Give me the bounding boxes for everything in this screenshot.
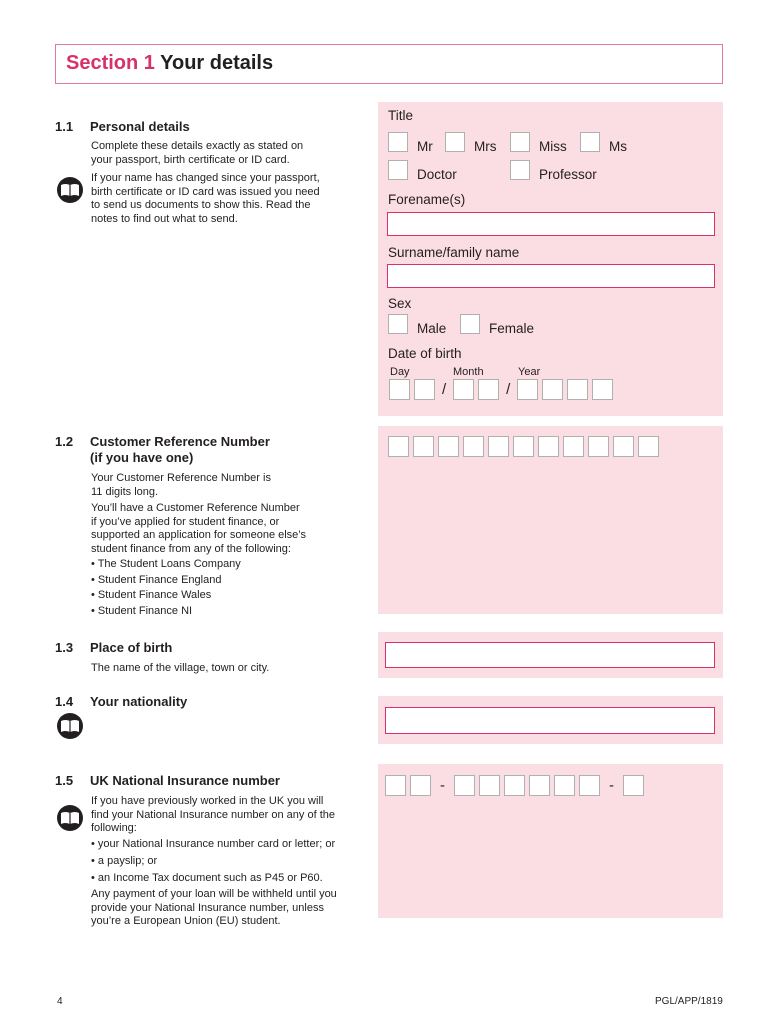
title-mr-checkbox[interactable] <box>388 132 408 152</box>
q12-eligibility: You’ll have a Customer Reference Number if you’ve applied for student finance, or supported an application for someone else’s student finance from any of the following: <box>91 502 307 555</box>
q11-instructions: Complete these details exactly as stated on your passport, birth certificate or ID card. <box>91 140 304 166</box>
q14-title: Your nationality <box>90 694 188 709</box>
ni-digit[interactable] <box>529 775 550 796</box>
ni-separator: - <box>609 777 614 794</box>
dob-year-digit[interactable] <box>542 379 563 400</box>
dob-year-label: Year <box>518 366 541 378</box>
forename-input[interactable] <box>387 212 715 236</box>
dob-separator: / <box>442 381 447 398</box>
section-title: Your details <box>160 52 274 74</box>
crn-digit[interactable] <box>438 436 459 457</box>
book-icon <box>57 805 83 831</box>
q15-bullet-card: • your National Insurance number card or letter; or <box>91 838 336 850</box>
q12-title: Customer Reference Number (if you have one) <box>90 434 270 465</box>
list-item: • Student Finance Wales <box>91 589 212 601</box>
list-item: • Student Finance England <box>91 573 222 586</box>
ni-digit[interactable] <box>579 775 600 796</box>
crn-digit[interactable] <box>638 436 659 457</box>
place-of-birth-input[interactable] <box>385 642 715 668</box>
dob-separator: / <box>506 381 511 398</box>
ni-letter[interactable] <box>385 775 406 796</box>
ni-letter[interactable] <box>410 775 431 796</box>
dob-month-digit[interactable] <box>478 379 499 400</box>
title-label: Title <box>388 108 414 123</box>
dob-input <box>389 379 613 400</box>
q12-description: Your Customer Reference Number is 11 digits long. <box>91 472 271 498</box>
title-mrs-checkbox[interactable] <box>445 132 465 152</box>
crn-digit[interactable] <box>488 436 509 457</box>
title-ms-checkbox[interactable] <box>580 132 600 152</box>
crn-digit[interactable] <box>588 436 609 457</box>
ni-digit[interactable] <box>454 775 475 796</box>
ni-digit[interactable] <box>479 775 500 796</box>
crn-digit[interactable] <box>413 436 434 457</box>
q15-number: 1.5 <box>55 773 74 788</box>
sex-male-checkbox[interactable] <box>388 314 408 334</box>
surname-input[interactable] <box>387 264 715 288</box>
nationality-input[interactable] <box>385 707 715 734</box>
q15-intro: If you have previously worked in the UK you will find your National Insurance number on any of the following: <box>91 795 335 834</box>
dob-year-digit[interactable] <box>567 379 588 400</box>
title-doctor-label: Doctor <box>417 167 457 182</box>
dob-year-digit[interactable] <box>592 379 613 400</box>
q11-number: 1.1 <box>55 119 74 134</box>
title-mr-label: Mr <box>417 139 433 154</box>
section-number: Section 1 <box>66 52 155 74</box>
q13-number: 1.3 <box>55 640 74 655</box>
title-doctor-checkbox[interactable] <box>388 160 408 180</box>
title-mrs-label: Mrs <box>474 139 497 154</box>
book-icon <box>57 177 83 203</box>
sex-female-checkbox[interactable] <box>460 314 480 334</box>
list-item: • Student Finance NI <box>91 604 193 617</box>
crn-input <box>388 436 659 457</box>
sex-label: Sex <box>388 296 412 311</box>
q13-description: The name of the village, town or city. <box>91 662 270 674</box>
title-professor-label: Professor <box>539 167 597 182</box>
q11-name-change-note: If your name has changed since your passport, birth certificate or ID card was issued you need to send us documents to show this. Read the notes to find out what to send. <box>91 172 320 225</box>
sex-male-label: Male <box>417 321 447 336</box>
crn-digit[interactable] <box>388 436 409 457</box>
title-miss-checkbox[interactable] <box>510 132 530 152</box>
crn-digit[interactable] <box>538 436 559 457</box>
list-item: • The Student Loans Company <box>91 558 241 570</box>
form-code: PGL/APP/1819 <box>655 996 723 1007</box>
crn-digit[interactable] <box>613 436 634 457</box>
q14-number: 1.4 <box>55 694 74 709</box>
dob-day-digit[interactable] <box>389 379 410 400</box>
ni-separator: - <box>440 777 445 794</box>
section-header <box>55 44 723 84</box>
q12-number: 1.2 <box>55 434 74 449</box>
title-miss-label: Miss <box>539 139 567 154</box>
forename-label: Forename(s) <box>388 192 466 207</box>
dob-month-digit[interactable] <box>453 379 474 400</box>
book-icon <box>57 713 83 739</box>
q13-title: Place of birth <box>90 640 173 655</box>
dob-year-digit[interactable] <box>517 379 538 400</box>
title-ms-label: Ms <box>609 139 627 154</box>
q15-title: UK National Insurance number <box>90 773 280 788</box>
ni-digit[interactable] <box>554 775 575 796</box>
sex-female-label: Female <box>489 321 535 336</box>
dob-label: Date of birth <box>388 346 462 361</box>
q11-title: Personal details <box>90 119 190 134</box>
q15-payment-note: Any payment of your loan will be withheld until you provide your National Insurance number, unless you’re a European Union (EU) student. <box>91 888 337 927</box>
dob-month-label: Month <box>453 366 484 378</box>
q12-organisations-list <box>91 557 241 619</box>
crn-digit[interactable] <box>463 436 484 457</box>
crn-digit[interactable] <box>513 436 534 457</box>
ni-digit[interactable] <box>504 775 525 796</box>
page-number: 4 <box>57 996 63 1007</box>
ni-suffix-letter[interactable] <box>623 775 644 796</box>
crn-digit[interactable] <box>563 436 584 457</box>
q15-bullet-tax: • an Income Tax document such as P45 or P60. <box>91 872 323 884</box>
ni-number-input <box>385 775 644 796</box>
surname-label: Surname/family name <box>388 245 520 260</box>
dob-day-digit[interactable] <box>414 379 435 400</box>
q15-bullet-payslip: • a payslip; or <box>91 855 158 867</box>
title-professor-checkbox[interactable] <box>510 160 530 180</box>
dob-day-label: Day <box>390 366 410 378</box>
